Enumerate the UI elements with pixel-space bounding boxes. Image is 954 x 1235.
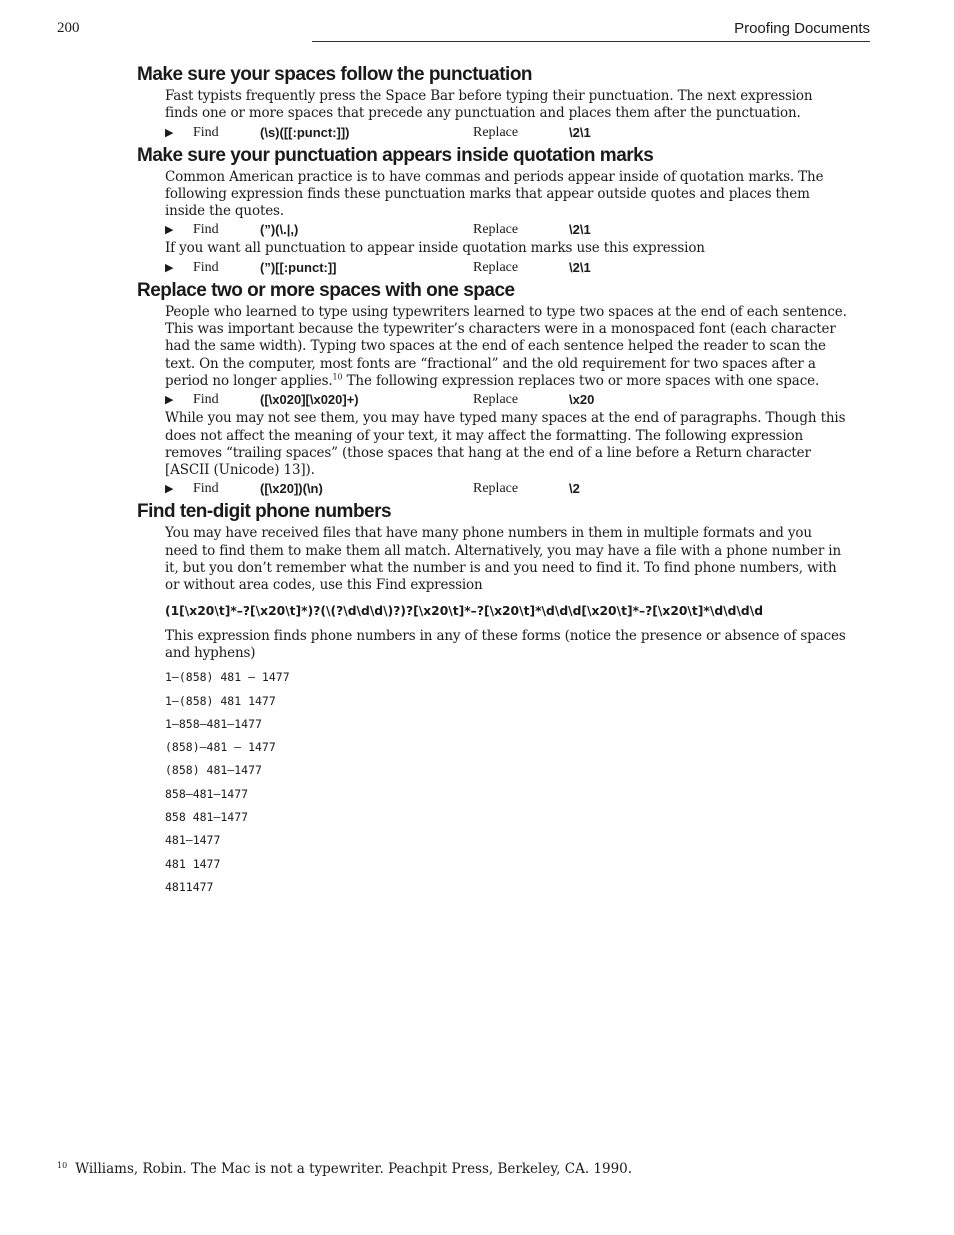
find-expression: (\s)([[:punct:]]) [260, 124, 350, 140]
replace-label: Replace [473, 124, 519, 140]
section-heading-phone-numbers: Find ten-digit phone numbers [137, 501, 392, 523]
replace-expression: \2\1 [569, 222, 591, 238]
section-paragraph: If you want all punctuation to appear inside quotation marks use this expression [165, 240, 705, 257]
find-label: Find [193, 481, 219, 497]
phone-example: 1–(858) 481 – 1477 [165, 670, 290, 685]
find-expression: (”)(\.|,) [260, 222, 299, 238]
find-replace-row [165, 390, 847, 410]
replace-label: Replace [473, 222, 519, 238]
find-label: Find [193, 124, 219, 140]
chapter-title: Proofing Documents [734, 20, 870, 37]
section-paragraph: While you may not see them, you may have typed many spaces at the end of paragraphs. Though this does not affect the meaning of your text, it may affect the formatting. The following expression removes “trailing spaces” (those spaces that hang at the end of a line before a Return character [ASCII (Unicode) 13]). [165, 410, 846, 479]
section-paragraph: You may have received files that have many phone numbers in them in multiple formats and you need to find them to make them all match. Alternatively, you may have a file with a phone number in it, but you don’t remember what the number is and you need to find it. To find phone numbers, with or without area codes, use this Find expression [165, 525, 842, 594]
phone-example: (858) 481–1477 [165, 763, 262, 778]
find-label: Find [193, 259, 219, 275]
section-paragraph: Common American practice is to have commas and periods appear inside of quotation marks. The following expression finds these punctuation marks that appear outside quotes and places them inside the quotes. [165, 168, 824, 220]
replace-label: Replace [473, 481, 519, 497]
section-heading-spaces-follow-punctuation: Make sure your spaces follow the punctuation [137, 64, 533, 85]
paragraph-text: The following expression replaces two or more spaces with one space. [342, 372, 820, 389]
phone-example: 4811477 [165, 879, 214, 894]
section-paragraph: This expression finds phone numbers in any of these forms (notice the presence or absence of spaces and hyphens) [165, 627, 846, 661]
replace-expression: \2 [569, 481, 580, 497]
phone-example: 481–1477 [165, 833, 221, 848]
phone-example: (858)–481 – 1477 [165, 740, 276, 755]
footnote [57, 1161, 632, 1177]
bullet-triangle-icon: ▶ [165, 223, 174, 237]
find-label: Find [193, 222, 219, 238]
phone-example: 858–481–1477 [165, 786, 249, 801]
replace-label: Replace [473, 259, 519, 275]
replace-expression: \x20 [569, 392, 595, 408]
header-rule [312, 41, 870, 42]
phone-example: 1–(858) 481 1477 [165, 693, 276, 708]
replace-expression: \2\1 [569, 259, 591, 275]
find-expression: ([\x20])(\n) [260, 481, 323, 497]
footnote-number: 10 [57, 1161, 68, 1170]
phone-example: 481 1477 [165, 856, 221, 871]
page-content [137, 62, 847, 899]
bullet-triangle-icon: ▶ [165, 260, 174, 274]
find-expression: ([\x020][\x020]+) [260, 392, 359, 408]
paragraph-text: People who learned to type using typewriters learned to type two spaces at the end of each sentence. This was important because the typewriter’s characters were in a monospaced font (each character had the same width). Typing two spaces at the end of each sentence helped the reader to scan the text. On the computer, most fonts are “fractional” and the old requirement for two spaces after a period no longer applies. [165, 303, 847, 389]
section-heading-punctuation-inside-quotes: Make sure your punctuation appears inside quotation marks [137, 144, 654, 166]
find-replace-row [165, 123, 847, 143]
find-replace-row [165, 220, 847, 240]
section-paragraph: Fast typists frequently press the Space Bar before typing their punctuation. The next expression finds one or more spaces that precede any punctuation and places them after the punctuation. [165, 88, 813, 122]
page-number: 200 [57, 20, 80, 36]
phone-find-expression: (1[\x20\t]*–?[\x20\t]*)?(\(?\d\d\d\)?)?[\x20\t]*–?[\x20\t]*\d\d\d[\x20\t]*–?[\x20\t]*\d\d\d\d [165, 603, 764, 618]
section-paragraph [165, 304, 847, 390]
phone-example: 1–858–481–1477 [165, 716, 262, 731]
find-label: Find [193, 392, 219, 408]
find-replace-row [165, 258, 847, 278]
section-heading-replace-spaces: Replace two or more spaces with one space [137, 279, 515, 301]
phone-number-list [165, 666, 847, 899]
footnote-reference[interactable]: 10 [332, 372, 343, 382]
footnote-text: Williams, Robin. The Mac is not a typewriter. Peachpit Press, Berkeley, CA. 1990. [75, 1161, 633, 1177]
phone-example: 858 481–1477 [165, 810, 249, 825]
replace-label: Replace [473, 392, 519, 408]
bullet-triangle-icon: ▶ [165, 482, 174, 496]
find-expression: (”)[[:punct:]] [260, 259, 337, 275]
find-replace-row [165, 479, 847, 499]
bullet-triangle-icon: ▶ [165, 125, 174, 139]
replace-expression: \2\1 [569, 124, 591, 140]
bullet-triangle-icon: ▶ [165, 393, 174, 407]
